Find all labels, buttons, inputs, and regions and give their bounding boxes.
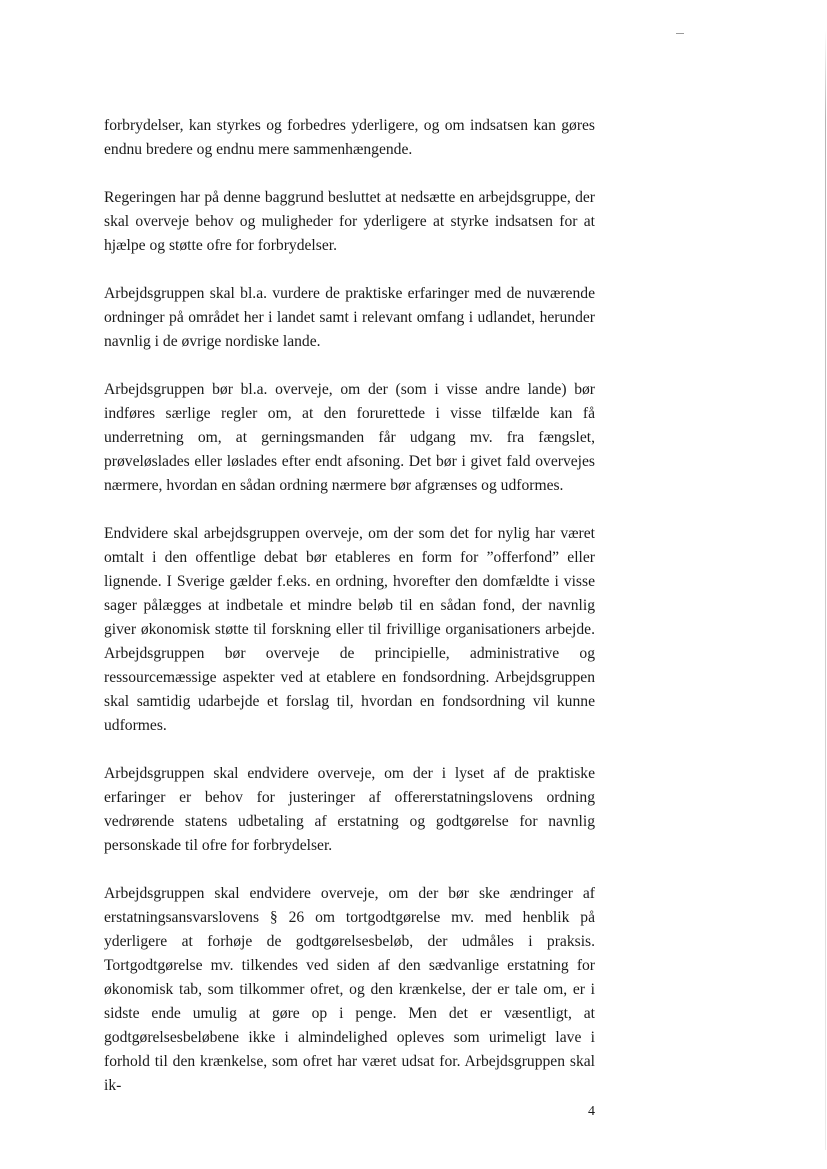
- paragraph-6: Arbejdsgruppen skal endvidere overveje, om der i lyset af de praktiske erfaringer er behov for justeringer af offererstatningslovens ordning vedrørende statens udbetaling af erstatning og godtgørelse for navnlig personskade til ofre for forbrydelser.: [104, 765, 595, 854]
- paragraph-4: Arbejdsgruppen bør bl.a. overveje, om der (som i visse andre lande) bør indføres særlige regler om, at den forurettede i visse tilfælde kan få underretning om, at gerningsmanden får udgang mv. fra fængslet, prøveløslades eller løslades efter endt afsoning. Det bør i givet fald overvejes nærmere, hvordan en sådan ordning nærmere bør afgrænses og udformes.: [104, 381, 595, 494]
- paragraph-7: Arbejdsgruppen skal endvidere overveje, om der bør ske ændringer af erstatningsansvarslovens § 26 om tortgodtgørelse mv. med henblik på yderligere at forhøje de godtgørelsesbeløb, der udmåles i praksis. Tortgodtgørelse mv. tilkendes ved siden af den sædvanlige erstatning for økonomisk tab, som tilkommer ofret, og den krænkelse, der er tale om, er i sidste ende umulig at gøre op i penge. Men det er væsentligt, at godtgørelsesbeløbene ikke i almindelighed opleves som urimeligt lave i forhold til den krænkelse, som ofret har været udsat for. Arbejdsgruppen skal ik-: [104, 885, 595, 1094]
- paragraph-2: Regeringen har på denne baggrund besluttet at nedsætte en arbejdsgruppe, der skal overveje behov og muligheder for yderligere at styrke indsatsen for at hjælpe og støtte ofre for forbrydelser.: [104, 189, 595, 254]
- paragraph-1: forbrydelser, kan styrkes og forbedres yderligere, og om indsatsen kan gøres endnu bredere og endnu mere sammenhængende.: [104, 117, 595, 158]
- paragraph-3: Arbejdsgruppen skal bl.a. vurdere de praktiske erfaringer med de nuværende ordninger på området her i landet samt i relevant omfang i udlandet, herunder navnlig i de øvrige nordiske lande.: [104, 285, 595, 350]
- scan-artifact-mark: [676, 33, 684, 34]
- page-edge-shadow: [825, 30, 826, 1150]
- page-number: 4: [588, 1104, 595, 1119]
- paragraph-5: Endvidere skal arbejdsgruppen overveje, om der som det for nylig har været omtalt i den offentlige debat bør etableres en form for ”offerfond” eller lignende. I Sverige gælder f.eks. en ordning, hvorefter den domfældte i visse sager pålægges at indbetale et mindre beløb til en sådan fond, der navnlig giver økonomisk støtte til forskning eller til frivillige organisationers arbejde. Arbejdsgruppen bør overveje de principielle, administrative og ressourcemæssige aspekter ved at etablere en fondsordning. Arbejdsgruppen skal samtidig udarbejde et forslag til, hvordan en fondsordning vil kunne udformes.: [104, 525, 595, 734]
- document-body: [104, 114, 595, 1122]
